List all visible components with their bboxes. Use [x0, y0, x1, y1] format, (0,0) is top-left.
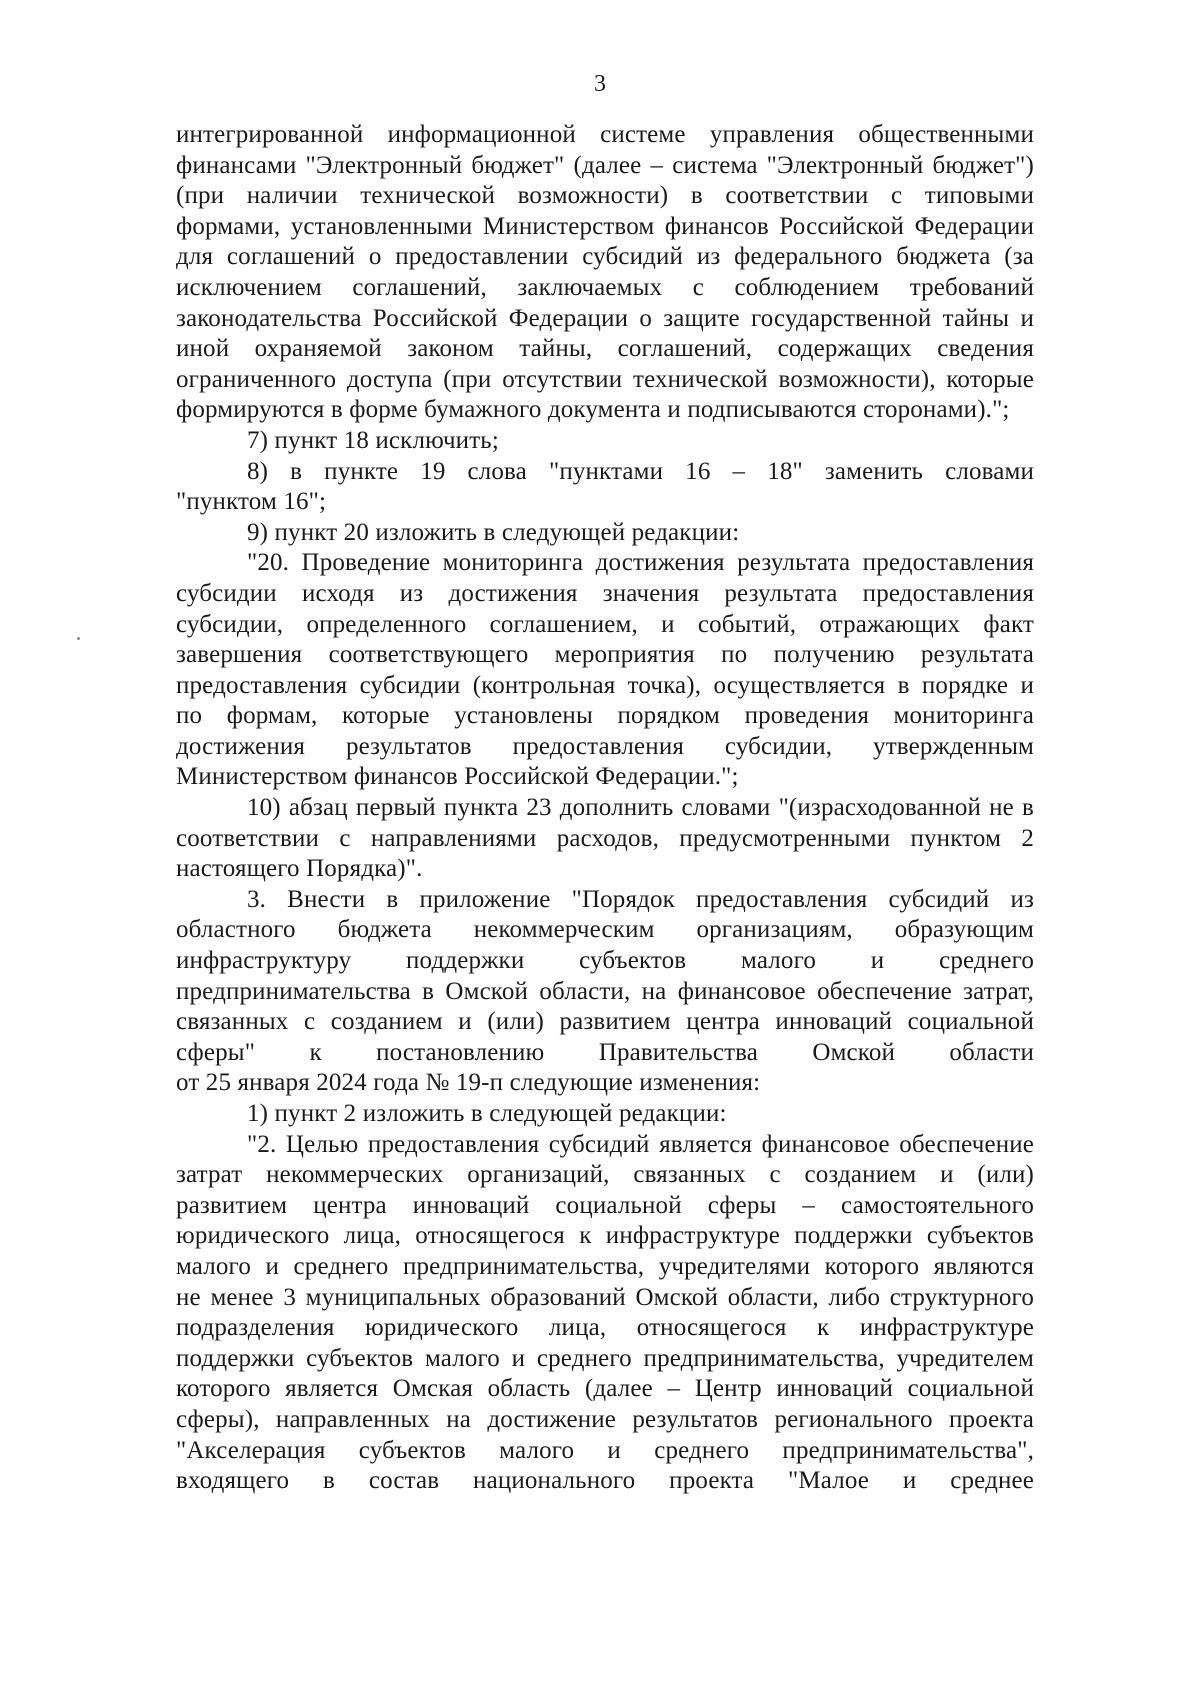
text-line: 10) абзац первый пункта 23 дополнить словами "(израсходованной не в	[247, 794, 1034, 822]
scan-speck	[77, 637, 80, 640]
text-line: связанных с созданием и (или) развитием центра инноваций социальной	[176, 1008, 1034, 1036]
text-line: областного бюджета некоммерческим организациям, образующим	[176, 916, 1034, 944]
text-line: "2. Целью предоставления субсидий является финансовое обеспечение	[247, 1130, 1034, 1158]
text-line: затрат некоммерческих организаций, связанных с созданием и (или)	[176, 1161, 1034, 1189]
text-line: 3. Внести в приложение "Порядок предоставления субсидий из	[247, 885, 1034, 913]
text-line: достижения результатов предоставления субсидии, утвержденным	[176, 732, 1034, 760]
text-line: сферы), направленных на достижение результатов регионального проекта	[176, 1405, 1034, 1433]
text-line: (при наличии технической возможности) в соответствии с типовыми	[176, 182, 1034, 210]
text-line: формами, установленными Министерством финансов Российской Федерации	[176, 212, 1034, 240]
text-line: 7) пункт 18 исключить;	[247, 426, 499, 454]
text-line: малого и среднего предпринимательства, учредителями которого являются	[176, 1252, 1034, 1280]
document-body	[176, 120, 1034, 1497]
text-line: "20. Проведение мониторинга достижения результата предоставления	[247, 549, 1034, 577]
text-line: предоставления субсидии (контрольная точка), осуществляется в порядке и	[176, 671, 1034, 699]
text-line: 8) в пункте 19 слова "пунктами 16 – 18" заменить словами	[247, 457, 1034, 485]
text-line: формируются в форме бумажного документа и подписываются сторонами).";	[176, 396, 1010, 424]
text-line: которого является Омская область (далее – Центр инноваций социальной	[176, 1375, 1034, 1403]
text-line: не менее 3 муниципальных образований Омской области, либо структурного	[176, 1283, 1034, 1311]
text-line: юридического лица, относящегося к инфраструктуре поддержки субъектов	[176, 1222, 1034, 1250]
text-line: инфраструктуру поддержки субъектов малого и среднего	[176, 947, 1034, 975]
page-number: 3	[594, 71, 606, 97]
text-line: финансами "Электронный бюджет" (далее – система "Электронный бюджет")	[176, 151, 1034, 179]
text-line: "пунктом 16";	[176, 488, 327, 516]
text-line: от 25 января 2024 года № 19-п следующие изменения:	[176, 1069, 761, 1097]
text-line: предпринимательства в Омской области, на финансовое обеспечение затрат,	[176, 977, 1034, 1005]
text-line: для соглашений о предоставлении субсидий из федерального бюджета (за	[176, 243, 1034, 271]
text-line: "Акселерация субъектов малого и среднего предпринимательства",	[176, 1436, 1034, 1464]
text-line: 1) пункт 2 изложить в следующей редакции:	[247, 1100, 727, 1127]
text-line: подразделения юридического лица, относящегося к инфраструктуре	[176, 1314, 1034, 1342]
text-line: исключением соглашений, заключаемых с соблюдением требований	[176, 273, 1034, 301]
text-line: настоящего Порядка)".	[176, 855, 423, 883]
text-line: входящего в состав национального проекта "Малое и среднее	[176, 1467, 1034, 1495]
text-line: соответствии с направлениями расходов, предусмотренными пунктом 2	[176, 824, 1034, 852]
text-line: завершения соответствующего мероприятия по получению результата	[176, 641, 1034, 669]
text-line: поддержки субъектов малого и среднего предпринимательства, учредителем	[176, 1344, 1034, 1372]
text-line: иной охраняемой законом тайны, соглашений, содержащих сведения	[176, 335, 1034, 363]
text-line: сферы" к постановлению Правительства Омской области	[176, 1038, 1034, 1066]
text-line: ограниченного доступа (при отсутствии технической возможности), которые	[176, 365, 1034, 393]
text-line: субсидии, определенного соглашением, и событий, отражающих факт	[176, 610, 1034, 638]
text-line: Министерством финансов Российской Федерации.";	[176, 763, 739, 791]
text-line: субсидии исходя из достижения значения результата предоставления	[176, 579, 1034, 607]
text-line: интегрированной информационной системе управления общественными	[176, 121, 1034, 148]
text-line: по формам, которые установлены порядком проведения мониторинга	[176, 702, 1034, 730]
text-line: 9) пункт 20 изложить в следующей редакции:	[247, 518, 740, 546]
text-line: развитием центра инноваций социальной сферы – самостоятельного	[176, 1191, 1034, 1219]
text-line: законодательства Российской Федерации о защите государственной тайны и	[176, 304, 1034, 332]
